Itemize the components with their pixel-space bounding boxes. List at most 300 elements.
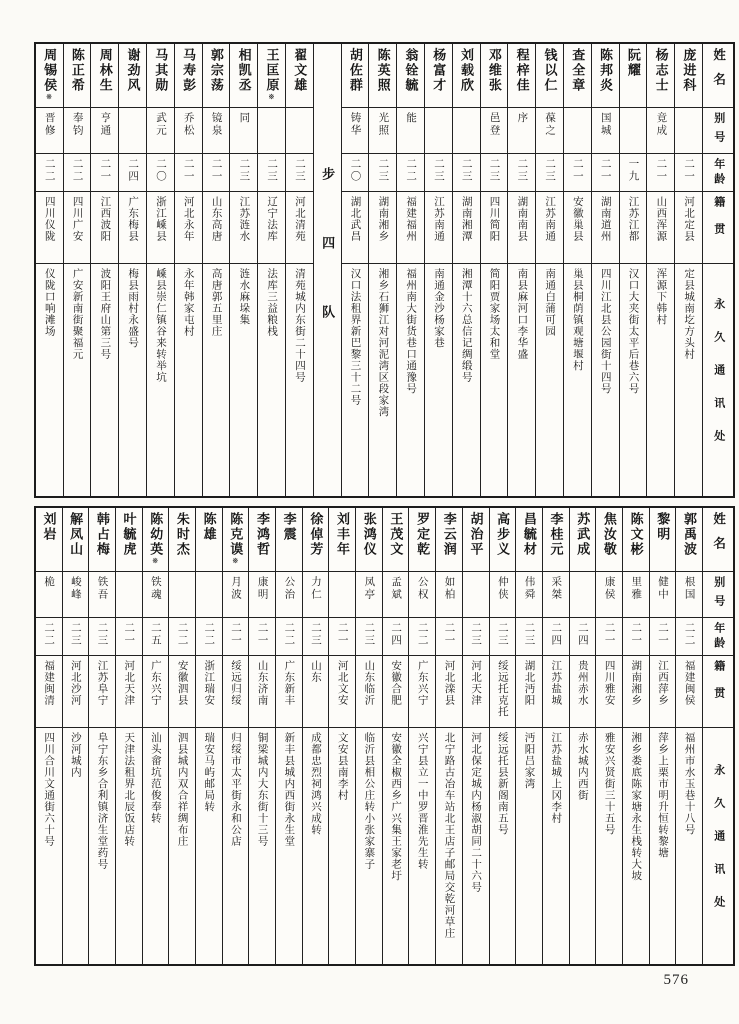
age-cell xyxy=(675,154,702,192)
person-column xyxy=(62,508,89,964)
alias-cell xyxy=(409,572,435,618)
age-text: 二三 xyxy=(377,158,389,183)
name-cell xyxy=(508,44,535,108)
age-text: 二一 xyxy=(630,622,642,647)
person-column xyxy=(674,44,702,496)
address-cell xyxy=(286,264,313,496)
name-text: 刘丰年 xyxy=(335,512,351,557)
age-text: 二三 xyxy=(460,158,472,183)
native-cell xyxy=(436,656,462,728)
alias-text: 仲侠 xyxy=(496,576,508,601)
alias-cell xyxy=(329,572,355,618)
native-text: 江西波阳 xyxy=(99,196,111,242)
name-text: 徐倬芳 xyxy=(308,512,324,557)
person-column xyxy=(569,508,596,964)
address-cell xyxy=(89,728,115,964)
name-cell xyxy=(249,508,275,572)
address-cell xyxy=(147,264,174,496)
person-column xyxy=(462,508,489,964)
person-column xyxy=(36,508,62,964)
name-text: 胡佐群 xyxy=(347,48,363,93)
address-text: 天津法租界北辰饭店转 xyxy=(123,732,135,847)
address-text: 江苏盐城上冈李村 xyxy=(550,732,562,824)
alias-text: 能 xyxy=(405,112,417,125)
address-cell xyxy=(570,728,596,964)
native-text: 河北文安 xyxy=(336,660,348,706)
age-cell xyxy=(230,154,257,192)
name-cell xyxy=(570,508,596,572)
alias-cell xyxy=(116,572,142,618)
native-cell xyxy=(175,192,202,264)
native-cell xyxy=(303,656,329,728)
name-cell xyxy=(596,508,622,572)
address-text: 福州市水玉巷十八号 xyxy=(683,732,695,836)
native-cell xyxy=(36,656,62,728)
age-cell xyxy=(369,154,396,192)
alias-text: 健中 xyxy=(656,576,668,601)
address-cell xyxy=(36,264,63,496)
person-column xyxy=(115,508,142,964)
address-cell xyxy=(196,728,222,964)
age-text: 二四 xyxy=(576,622,588,647)
header-address-label: 永久通讯处 xyxy=(712,763,725,929)
age-cell xyxy=(383,618,409,656)
person-column xyxy=(302,508,329,964)
person-column xyxy=(622,508,649,964)
native-cell xyxy=(258,192,285,264)
page-number: 576 xyxy=(663,972,689,988)
age-cell xyxy=(147,154,174,192)
address-cell xyxy=(119,264,146,496)
person-column xyxy=(222,508,249,964)
address-cell xyxy=(543,728,569,964)
alias-cell xyxy=(675,108,702,154)
age-cell xyxy=(463,618,489,656)
alias-text: 采桀 xyxy=(550,576,562,601)
age-cell xyxy=(481,154,508,192)
native-text: 湖南湘乡 xyxy=(630,660,642,706)
name-text: 胡治平 xyxy=(468,512,484,557)
person-column xyxy=(452,44,480,496)
alias-cell xyxy=(536,108,563,154)
age-cell xyxy=(223,618,249,656)
name-text: 刘载欣 xyxy=(459,48,475,93)
name-text: 郭宗荡 xyxy=(208,48,224,93)
name-cell xyxy=(230,44,257,108)
address-text: 湘乡娄底陈家塘永生栈转大坡 xyxy=(630,732,642,882)
name-text: 叶毓虎 xyxy=(121,512,137,557)
address-text: 雅安兴贤街三十五号 xyxy=(603,732,615,836)
native-cell xyxy=(650,656,676,728)
age-cell xyxy=(508,154,535,192)
native-text: 江苏涟水 xyxy=(238,196,250,242)
native-cell xyxy=(490,656,516,728)
address-text: 南通白蒲可园 xyxy=(544,268,556,337)
alias-cell xyxy=(481,108,508,154)
native-text: 广东兴宁 xyxy=(149,660,161,706)
alias-text: 月波 xyxy=(229,576,241,601)
alias-text: 伟舜 xyxy=(523,576,535,601)
name-cell xyxy=(119,44,146,108)
name-cell xyxy=(481,44,508,108)
native-cell xyxy=(329,656,355,728)
person-column xyxy=(424,44,452,496)
address-cell xyxy=(64,264,91,496)
native-cell xyxy=(620,192,647,264)
native-cell xyxy=(203,192,230,264)
person-column xyxy=(118,44,146,496)
address-cell xyxy=(516,728,542,964)
address-cell xyxy=(258,264,285,496)
header-age-label: 年龄 xyxy=(712,158,725,188)
person-column xyxy=(489,508,516,964)
age-text: 二三 xyxy=(496,622,508,647)
alias-text: 凤亭 xyxy=(363,576,375,601)
age-text: 二三 xyxy=(293,158,305,183)
address-cell xyxy=(425,264,452,496)
person-column xyxy=(646,44,674,496)
alias-cell xyxy=(89,572,115,618)
age-cell xyxy=(286,154,313,192)
name-cell xyxy=(36,508,62,572)
alias-cell xyxy=(249,572,275,618)
alias-text: 里雅 xyxy=(630,576,642,601)
person-column xyxy=(507,44,535,496)
native-text: 河北永年 xyxy=(182,196,194,242)
name-cell xyxy=(36,44,63,108)
age-text: 二二 xyxy=(176,622,188,647)
native-text: 江苏盐城 xyxy=(550,660,562,706)
address-text: 浑源下韩村 xyxy=(655,268,667,326)
native-cell xyxy=(596,656,622,728)
age-text: 二三 xyxy=(488,158,500,183)
age-cell xyxy=(89,618,115,656)
name-text: 钱以仁 xyxy=(542,48,558,93)
age-text: 二二 xyxy=(203,622,215,647)
name-text: 杨富才 xyxy=(431,48,447,93)
address-text: 归绥市太平街永和公店 xyxy=(229,732,241,847)
person-column xyxy=(195,508,222,964)
native-cell xyxy=(36,192,63,264)
native-text: 广东梅县 xyxy=(127,196,139,242)
address-text: 河北保定城内杨淑胡同二十六号 xyxy=(470,732,482,893)
native-cell xyxy=(536,192,563,264)
age-cell xyxy=(119,154,146,192)
name-cell xyxy=(175,44,202,108)
native-cell xyxy=(63,656,89,728)
person-column xyxy=(285,44,313,496)
age-text: 二二 xyxy=(43,158,55,183)
age-text: 二一 xyxy=(603,622,615,647)
age-text: 二一 xyxy=(182,158,194,183)
native-text: 江苏阜宁 xyxy=(96,660,108,706)
name-text: 陈文彬 xyxy=(628,512,644,557)
name-cell xyxy=(516,508,542,572)
name-cell xyxy=(369,44,396,108)
address-text: 简阳贾家场太和堂 xyxy=(488,268,500,360)
native-cell xyxy=(64,192,91,264)
age-cell xyxy=(543,618,569,656)
native-text: 山东高唐 xyxy=(210,196,222,242)
age-text: 二三 xyxy=(470,622,482,647)
person-column xyxy=(591,44,619,496)
native-cell xyxy=(286,192,313,264)
name-text: 马其勋 xyxy=(153,48,169,93)
address-cell xyxy=(356,728,382,964)
name-text: 庞进科 xyxy=(681,48,697,93)
age-cell xyxy=(650,618,676,656)
name-text: 刘岩 xyxy=(41,512,57,542)
name-text: 陈幼英※ xyxy=(148,512,164,565)
person-column xyxy=(649,508,676,964)
native-cell xyxy=(543,656,569,728)
age-text: 二一 xyxy=(256,622,268,647)
name-cell xyxy=(650,508,676,572)
age-cell xyxy=(647,154,674,192)
address-text: 仪陇口响滩场 xyxy=(43,268,55,337)
address-text: 汉口法租界新巴黎三十二号 xyxy=(349,268,361,406)
alias-cell xyxy=(570,572,596,618)
age-cell xyxy=(453,154,480,192)
address-cell xyxy=(623,728,649,964)
age-text: 一九 xyxy=(627,158,639,183)
name-cell xyxy=(203,44,230,108)
alias-cell xyxy=(596,572,622,618)
name-cell xyxy=(620,44,647,108)
age-cell xyxy=(516,618,542,656)
address-cell xyxy=(116,728,142,964)
age-cell xyxy=(169,618,195,656)
age-cell xyxy=(196,618,222,656)
name-cell xyxy=(675,44,702,108)
address-cell xyxy=(383,728,409,964)
native-text: 四川简阳 xyxy=(488,196,500,242)
person-column xyxy=(229,44,257,496)
name-cell xyxy=(116,508,142,572)
footnote-mark: ※ xyxy=(267,93,276,101)
header-address-cell xyxy=(703,264,733,496)
alias-text: 力仁 xyxy=(310,576,322,601)
address-text: 广安新南街聚福元 xyxy=(71,268,83,360)
age-cell xyxy=(425,154,452,192)
native-text: 湖北武昌 xyxy=(349,196,361,242)
name-cell xyxy=(223,508,249,572)
name-cell xyxy=(676,508,702,572)
person-column xyxy=(595,508,622,964)
alias-text: 武元 xyxy=(154,112,166,137)
age-text: 二三 xyxy=(544,158,556,183)
alias-cell xyxy=(463,572,489,618)
native-text: 四川广安 xyxy=(71,196,83,242)
alias-text: 如柏 xyxy=(443,576,455,601)
name-cell xyxy=(303,508,329,572)
native-cell xyxy=(676,656,702,728)
age-cell xyxy=(203,154,230,192)
person-column xyxy=(341,44,369,496)
address-cell xyxy=(647,264,674,496)
person-column xyxy=(675,508,702,964)
native-text: 河北定县 xyxy=(683,196,695,242)
age-text: 二三 xyxy=(523,622,535,647)
name-cell xyxy=(286,44,313,108)
age-text: 二一 xyxy=(655,158,667,183)
age-text: 二三 xyxy=(432,158,444,183)
name-text: 周林生 xyxy=(97,48,113,93)
alias-text: 亨通 xyxy=(99,112,111,137)
age-text: 二三 xyxy=(266,158,278,183)
native-text: 广东兴宁 xyxy=(416,660,428,706)
address-cell xyxy=(564,264,591,496)
alias-text: 桅 xyxy=(43,576,55,589)
age-cell xyxy=(36,154,63,192)
native-text: 河北清苑 xyxy=(293,196,305,242)
person-column xyxy=(382,508,409,964)
native-text: 福建福州 xyxy=(405,196,417,242)
age-cell xyxy=(397,154,424,192)
native-text: 安徽巢县 xyxy=(571,196,583,242)
name-cell xyxy=(329,508,355,572)
age-cell xyxy=(564,154,591,192)
header-alias-cell xyxy=(703,108,733,154)
alias-cell xyxy=(490,572,516,618)
age-text: 二四 xyxy=(550,622,562,647)
person-column xyxy=(563,44,591,496)
address-cell xyxy=(620,264,647,496)
unit-divider-label: 步四队 xyxy=(320,166,336,374)
name-text: 李云润 xyxy=(441,512,457,557)
address-text: 涟水麻垛集 xyxy=(238,268,250,326)
address-text: 四川江北县公园街十四号 xyxy=(599,268,611,395)
name-cell xyxy=(564,44,591,108)
name-cell xyxy=(63,508,89,572)
alias-cell xyxy=(64,108,91,154)
alias-cell xyxy=(676,572,702,618)
header-native-cell xyxy=(703,656,733,728)
person-column xyxy=(248,508,275,964)
address-text: 瑞安马屿邮局转 xyxy=(203,732,215,813)
name-cell xyxy=(356,508,382,572)
alias-cell xyxy=(516,572,542,618)
alias-cell xyxy=(175,108,202,154)
person-column xyxy=(328,508,355,964)
native-cell xyxy=(143,656,169,728)
name-text: 阮耀 xyxy=(625,48,641,78)
alias-cell xyxy=(147,108,174,154)
address-text: 南通金沙杨家巷 xyxy=(432,268,444,349)
native-text: 河北天津 xyxy=(470,660,482,706)
address-cell xyxy=(143,728,169,964)
age-text: 二三 xyxy=(69,622,81,647)
alias-text: 乔松 xyxy=(182,112,194,137)
person-column xyxy=(435,508,462,964)
person-column xyxy=(202,44,230,496)
alias-cell xyxy=(169,572,195,618)
native-text: 江苏南通 xyxy=(432,196,444,242)
address-text: 湘潭十六总信记绸缎号 xyxy=(460,268,472,383)
alias-cell xyxy=(258,108,285,154)
age-cell xyxy=(116,618,142,656)
age-cell xyxy=(91,154,118,192)
alias-cell xyxy=(119,108,146,154)
native-cell xyxy=(91,192,118,264)
alias-cell xyxy=(223,572,249,618)
alias-cell xyxy=(286,108,313,154)
address-text: 嵊县崇仁镇谷来转举坑 xyxy=(154,268,166,383)
address-cell xyxy=(650,728,676,964)
address-cell xyxy=(369,264,396,496)
native-text: 湖南湘潭 xyxy=(460,196,472,242)
native-cell xyxy=(647,192,674,264)
header-address-cell xyxy=(703,728,733,964)
name-cell xyxy=(169,508,195,572)
header-name-label: 姓名 xyxy=(711,48,726,97)
age-text: 二〇 xyxy=(154,158,166,183)
native-cell xyxy=(508,192,535,264)
name-text: 杨志士 xyxy=(653,48,669,93)
address-text: 湘乡石狮江对河泥湾区段家湾 xyxy=(377,268,389,418)
alias-cell xyxy=(36,572,62,618)
native-text: 湖南南县 xyxy=(516,196,528,242)
name-cell xyxy=(91,44,118,108)
person-column xyxy=(515,508,542,964)
name-text: 昌毓材 xyxy=(521,512,537,557)
age-cell xyxy=(596,618,622,656)
alias-text: 镜泉 xyxy=(210,112,222,137)
alias-cell xyxy=(356,572,382,618)
alias-cell xyxy=(143,572,169,618)
address-text: 新丰县城内西街永生堂 xyxy=(283,732,295,847)
alias-cell xyxy=(650,572,676,618)
name-text: 李桂元 xyxy=(548,512,564,557)
native-cell xyxy=(453,192,480,264)
name-cell xyxy=(453,44,480,108)
address-cell xyxy=(409,728,435,964)
name-cell xyxy=(409,508,435,572)
name-cell xyxy=(258,44,285,108)
native-cell xyxy=(230,192,257,264)
person-column xyxy=(142,508,169,964)
address-text: 泗县城内双合祥绸布庄 xyxy=(176,732,188,847)
alias-text: 晋修 xyxy=(43,112,55,137)
address-text: 汉口大夹街太平后巷六号 xyxy=(627,268,639,395)
person-column xyxy=(480,44,508,496)
age-cell xyxy=(63,618,89,656)
address-text: 沙河城内 xyxy=(69,732,81,778)
age-cell xyxy=(303,618,329,656)
header-name-label: 姓名 xyxy=(711,512,726,561)
address-text: 四川合川文通街六十号 xyxy=(43,732,55,847)
age-text: 二一 xyxy=(656,622,668,647)
address-cell xyxy=(481,264,508,496)
name-text: 翁铨毓 xyxy=(403,48,419,93)
age-cell xyxy=(570,618,596,656)
alias-text: 葆之 xyxy=(544,112,556,137)
name-cell xyxy=(89,508,115,572)
address-cell xyxy=(508,264,535,496)
age-cell xyxy=(676,618,702,656)
alias-text: 邑登 xyxy=(488,112,500,137)
age-cell xyxy=(490,618,516,656)
age-cell xyxy=(536,154,563,192)
native-text: 江苏江都 xyxy=(627,196,639,242)
person-column xyxy=(542,508,569,964)
address-cell xyxy=(303,728,329,964)
native-cell xyxy=(342,192,369,264)
person-column xyxy=(535,44,563,496)
native-cell xyxy=(481,192,508,264)
address-text: 巢县桐荫镇观塘堰村 xyxy=(571,268,583,372)
person-column xyxy=(408,508,435,964)
